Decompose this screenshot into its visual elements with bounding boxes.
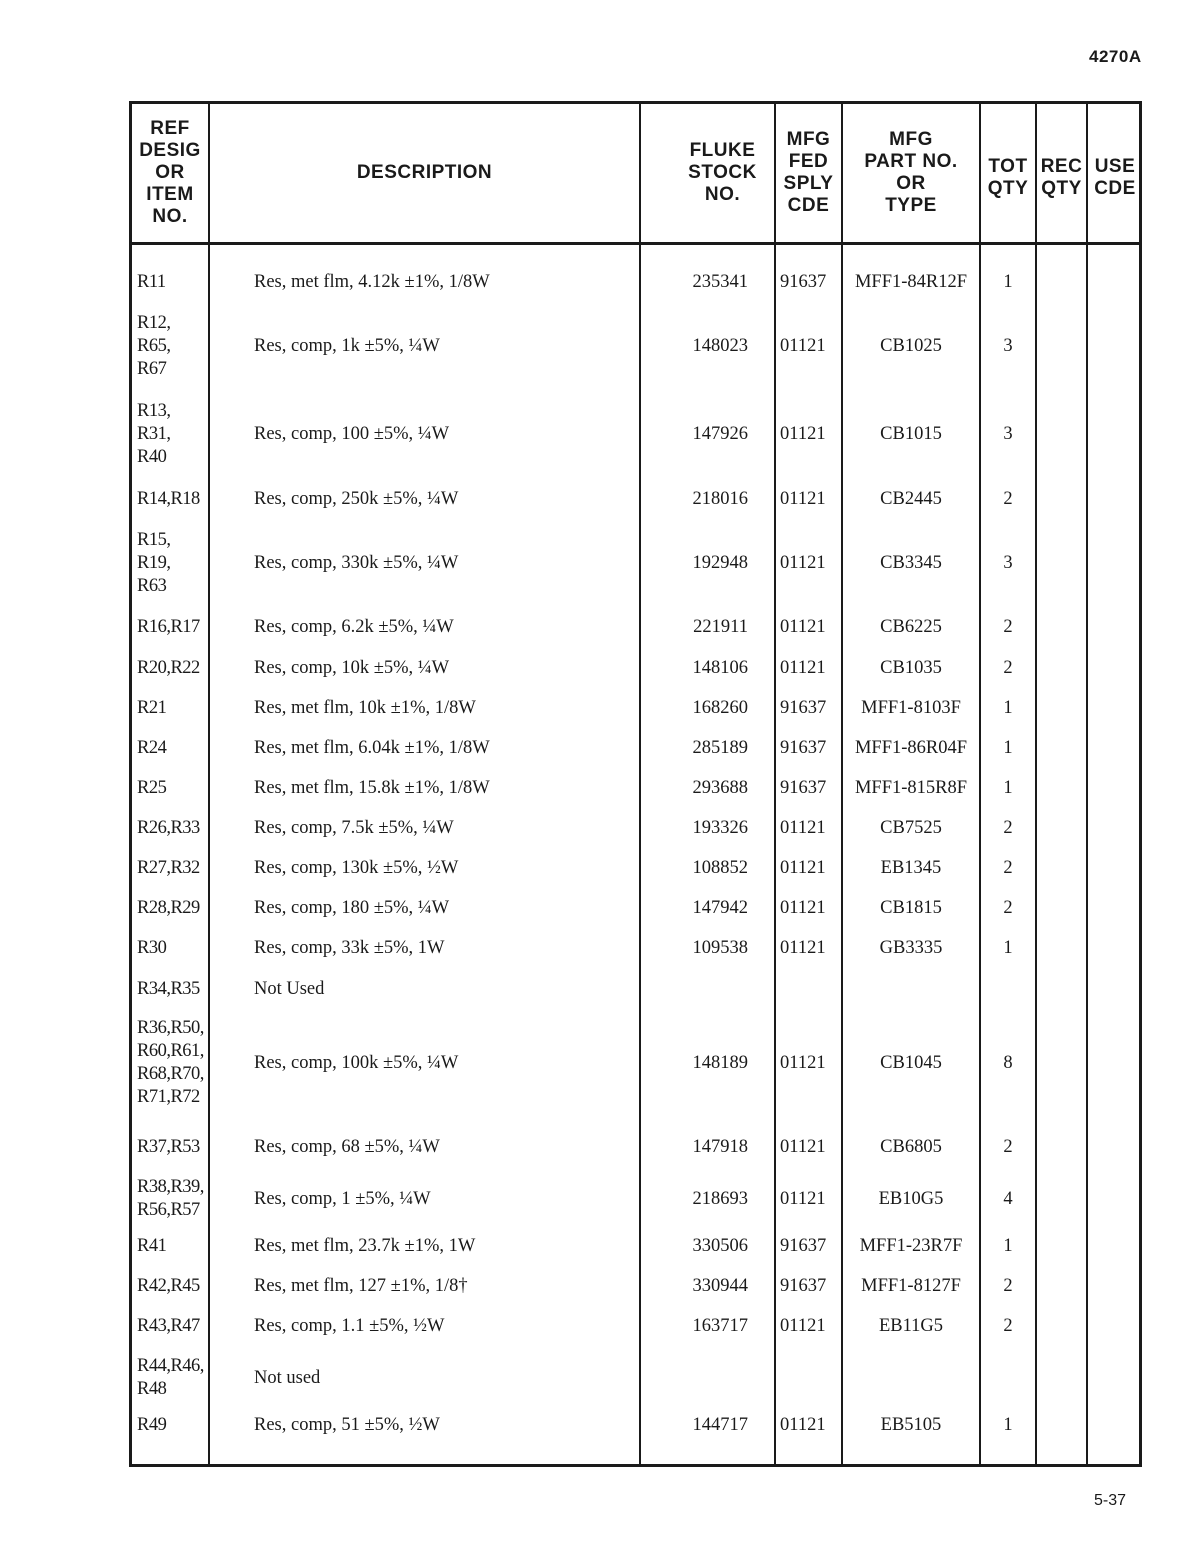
fed-supply-code-cell: 01121 [780,553,826,573]
ref-desig-cell [137,1235,166,1258]
description-cell: Res, comp, 1.1 ±5%, ½W [254,1316,445,1336]
column-divider [774,104,776,1464]
ref-desig-line: R19, [137,553,171,573]
fluke-stock-cell: 147918 [692,1137,748,1157]
ref-desig-line: R30 [137,938,167,958]
header-line: OR [896,173,926,194]
ref-desig-line: R56,R57 [137,1200,200,1220]
ref-desig-cell [137,1355,204,1401]
header-line: REF [150,118,190,139]
fed-supply-code-cell: 91637 [780,1276,827,1296]
ref-desig-line: R25 [137,778,167,798]
ref-desig-line: R36,R50, [137,1018,204,1038]
ref-desig-line: R11 [137,272,166,292]
ref-desig-line: R67 [137,359,167,379]
fluke-stock-cell: 168260 [692,698,748,718]
header-line: CDE [787,195,830,216]
fluke-stock-cell: 147942 [692,898,748,918]
fed-supply-code-cell: 91637 [780,738,827,758]
ref-desig-line: R24 [137,738,167,758]
header-fluke-stock-no [641,104,774,242]
fed-supply-code-cell: 01121 [780,898,826,918]
ref-desig-line: R48 [137,1379,167,1399]
header-line: TYPE [885,195,937,216]
description-cell: Res, comp, 250k ±5%, ¼W [254,489,459,509]
mfg-part-cell: CB1045 [880,1052,942,1073]
description-cell: Not Used [254,979,325,999]
mfg-part-cell: MFF1-8103F [861,698,961,718]
ref-desig-line: R71,R72 [137,1087,200,1107]
ref-desig-line: R63 [137,576,167,596]
fed-supply-code-cell: 01121 [780,658,826,678]
ref-desig-line: R21 [137,698,167,718]
tot-qty-cell: 3 [1003,336,1013,356]
description-cell: Res, comp, 1 ±5%, ¼W [254,1188,431,1209]
fed-supply-code-cell: 01121 [780,1137,826,1157]
description-cell: Res, comp, 10k ±5%, ¼W [254,658,450,678]
ref-desig-cell [137,312,170,381]
header-line: USE [1094,156,1136,177]
fed-supply-code-cell: 01121 [780,336,826,356]
ref-desig-cell [137,1176,204,1222]
fluke-stock-cell: 148023 [692,336,748,356]
fluke-stock-cell: 330506 [692,1236,748,1256]
header-rec-qty [1037,104,1086,242]
tot-qty-cell: 1 [1003,272,1013,292]
ref-desig-line: R34,R35 [137,979,200,999]
ref-desig-cell [137,737,166,760]
header-line: MFG [786,129,831,150]
ref-desig-cell [137,616,200,639]
fed-supply-code-cell: 01121 [780,1316,826,1336]
ref-desig-cell [137,1017,204,1109]
tot-qty-cell: 2 [1003,1276,1013,1296]
mfg-part-cell: EB11G5 [878,1316,944,1336]
tot-qty-cell: 1 [1003,778,1013,798]
fluke-stock-cell: 148106 [692,658,748,678]
description-cell: Res, comp, 33k ±5%, 1W [254,938,445,958]
ref-desig-line: R43,R47 [137,1316,200,1336]
fed-supply-code-cell: 01121 [780,424,826,444]
ref-desig-cell [137,777,166,800]
ref-desig-cell [137,529,170,598]
ref-desig-cell [137,488,200,511]
tot-qty-cell: 3 [1003,553,1013,573]
header-line: DESIG [139,140,201,161]
tot-qty-cell: 2 [1003,858,1013,878]
header-line: NO. [704,184,741,205]
mfg-part-cell: CB6225 [880,617,942,637]
column-divider [1035,104,1037,1464]
ref-desig-cell [137,857,200,880]
tot-qty-cell: 2 [1003,617,1013,637]
fluke-stock-cell: 285189 [692,738,748,758]
description-cell: Res, comp, 1k ±5%, ¼W [254,336,440,356]
page-number: 5-37 [1094,1492,1127,1509]
description-cell: Res, comp, 51 ±5%, ½W [254,1415,440,1435]
mfg-part-cell: CB1025 [880,336,942,356]
header-line: NO. [152,206,188,227]
description-cell: Res, comp, 330k ±5%, ¼W [254,553,459,573]
ref-desig-line: R15, [137,530,171,550]
header-line: PART NO. [864,151,958,172]
mfg-part-cell: EB10G5 [878,1188,944,1209]
tot-qty-cell: 4 [1003,1188,1013,1209]
mfg-part-cell: MFF1-84R12F [854,272,968,292]
header-line: QTY [987,178,1029,199]
ref-desig-line: R28,R29 [137,898,200,918]
ref-desig-line: R42,R45 [137,1276,200,1296]
fed-supply-code-cell: 91637 [780,1236,827,1256]
ref-desig-line: R26,R33 [137,818,200,838]
fluke-stock-cell: 235341 [692,272,748,292]
header-line: MFG [889,129,933,150]
ref-desig-cell [137,937,166,960]
fluke-stock-cell: 109538 [692,938,748,958]
header-line: SPLY [783,173,834,194]
ref-desig-line: R31, [137,424,171,444]
mfg-part-cell: CB1035 [880,658,942,678]
fed-supply-code-cell: 91637 [780,272,827,292]
mfg-part-cell: CB6805 [880,1137,942,1157]
header-line: FLUKE [689,140,756,161]
fluke-stock-cell: 148189 [692,1052,748,1073]
ref-desig-line: R20,R22 [137,658,200,678]
tot-qty-cell: 2 [1003,898,1013,918]
ref-desig-cell [137,1414,166,1437]
header-rule [132,242,1139,245]
ref-desig-line: R37,R53 [137,1137,200,1157]
header-line: CDE [1094,178,1136,199]
mfg-part-cell: CB3345 [880,553,942,573]
description-cell: Res, met flm, 15.8k ±1%, 1/8W [254,778,490,798]
tot-qty-cell: 2 [1003,818,1013,838]
description-cell: Res, met flm, 127 ±1%, 1/8† [254,1276,468,1296]
ref-desig-line: R44,R46, [137,1356,204,1376]
ref-desig-cell [137,1315,200,1338]
ref-desig-cell [137,271,166,294]
mfg-part-cell: GB3335 [879,938,943,958]
mfg-part-cell: EB1345 [880,858,942,878]
ref-desig-line: R27,R32 [137,858,200,878]
header-line: DESCRIPTION [356,162,493,183]
description-cell: Res, met flm, 4.12k ±1%, 1/8W [254,272,490,292]
tot-qty-cell: 1 [1003,938,1013,958]
ref-desig-cell [137,817,200,840]
column-divider [1086,104,1088,1464]
tot-qty-cell: 8 [1003,1052,1013,1073]
fluke-stock-cell: 193326 [692,818,748,838]
column-divider [208,104,210,1464]
ref-desig-line: R68,R70, [137,1064,204,1084]
ref-desig-line: R60,R61, [137,1041,204,1061]
header-tot-qty [981,104,1035,242]
fluke-stock-cell: 147926 [692,424,748,444]
fluke-stock-cell: 330944 [692,1276,748,1296]
fed-supply-code-cell: 01121 [780,938,826,958]
description-cell: Not used [254,1367,321,1388]
mfg-part-cell: MFF1-8127F [861,1276,961,1296]
mfg-part-cell: CB7525 [880,818,942,838]
header-mfg-part-no [843,104,979,242]
tot-qty-cell: 1 [1003,1236,1013,1256]
description-cell: Res, comp, 68 ±5%, ¼W [254,1137,440,1157]
ref-desig-cell [137,978,200,1001]
fluke-stock-cell: 108852 [692,858,748,878]
tot-qty-cell: 1 [1003,698,1013,718]
ref-desig-line: R41 [137,1236,167,1256]
fed-supply-code-cell: 01121 [780,617,826,637]
description-cell: Res, comp, 100 ±5%, ¼W [254,424,450,444]
fed-supply-code-cell: 91637 [780,778,827,798]
ref-desig-cell [137,1275,200,1298]
tot-qty-cell: 2 [1003,1316,1013,1336]
ref-desig-line: R12, [137,313,171,333]
model-number: 4270A [1089,47,1142,66]
mfg-part-cell: MFF1-815R8F [854,778,968,798]
tot-qty-cell: 2 [1003,489,1013,509]
tot-qty-cell: 2 [1003,1137,1013,1157]
header-line: ITEM [146,184,194,205]
header-description [210,104,639,242]
description-cell: Res, met flm, 10k ±1%, 1/8W [254,698,476,718]
header-line: REC [1040,156,1083,177]
fed-supply-code-cell: 01121 [780,858,826,878]
fluke-stock-cell: 218693 [692,1188,748,1209]
ref-desig-line: R13, [137,401,171,421]
mfg-part-cell: CB1015 [880,424,942,444]
header-use-cde [1088,104,1142,242]
mfg-part-cell: EB5105 [880,1415,942,1435]
header-line: OR [155,162,185,183]
mfg-part-cell: MFF1-86R04F [854,738,968,758]
ref-desig-line: R14,R18 [137,489,200,509]
header-line: STOCK [688,162,757,183]
description-cell: Res, met flm, 23.7k ±1%, 1W [254,1236,476,1256]
tot-qty-cell: 2 [1003,658,1013,678]
ref-desig-line: R40 [137,447,167,467]
header-mfg-fed-sply-cde [776,104,841,242]
ref-desig-cell [137,897,200,920]
ref-desig-cell [137,697,166,720]
description-cell: Res, met flm, 6.04k ±1%, 1/8W [254,738,490,758]
header-line: FED [788,151,829,172]
fluke-stock-cell: 218016 [692,489,748,509]
description-cell: Res, comp, 7.5k ±5%, ¼W [254,818,454,838]
ref-desig-cell [137,1136,200,1159]
header-ref-desig [132,104,208,242]
fed-supply-code-cell: 01121 [780,489,826,509]
tot-qty-cell: 1 [1003,1415,1013,1435]
mfg-part-cell: CB1815 [880,898,942,918]
ref-desig-cell [137,657,200,680]
fluke-stock-cell: 192948 [692,553,748,573]
fed-supply-code-cell: 91637 [780,698,827,718]
header-line: QTY [1041,178,1082,199]
ref-desig-line: R49 [137,1415,167,1435]
description-cell: Res, comp, 6.2k ±5%, ¼W [254,617,454,637]
mfg-part-cell: CB2445 [880,489,942,509]
ref-desig-line: R38,R39, [137,1177,204,1197]
fluke-stock-cell: 163717 [692,1316,748,1336]
fed-supply-code-cell: 01121 [780,1052,826,1073]
description-cell: Res, comp, 130k ±5%, ½W [254,858,459,878]
tot-qty-cell: 1 [1003,738,1013,758]
fed-supply-code-cell: 01121 [780,1415,826,1435]
mfg-part-cell: MFF1-23R7F [859,1236,963,1256]
description-cell: Res, comp, 180 ±5%, ¼W [254,898,450,918]
fluke-stock-cell: 144717 [692,1415,748,1435]
ref-desig-line: R16,R17 [137,617,200,637]
ref-desig-line: R65, [137,336,171,356]
fed-supply-code-cell: 01121 [780,818,826,838]
description-cell: Res, comp, 100k ±5%, ¼W [254,1052,459,1073]
fluke-stock-cell: 221911 [693,617,748,637]
parts-table [129,101,1142,1467]
ref-desig-cell [137,400,170,469]
tot-qty-cell: 3 [1003,424,1013,444]
header-line: TOT [988,156,1028,177]
fluke-stock-cell: 293688 [692,778,748,798]
fed-supply-code-cell: 01121 [780,1188,826,1209]
